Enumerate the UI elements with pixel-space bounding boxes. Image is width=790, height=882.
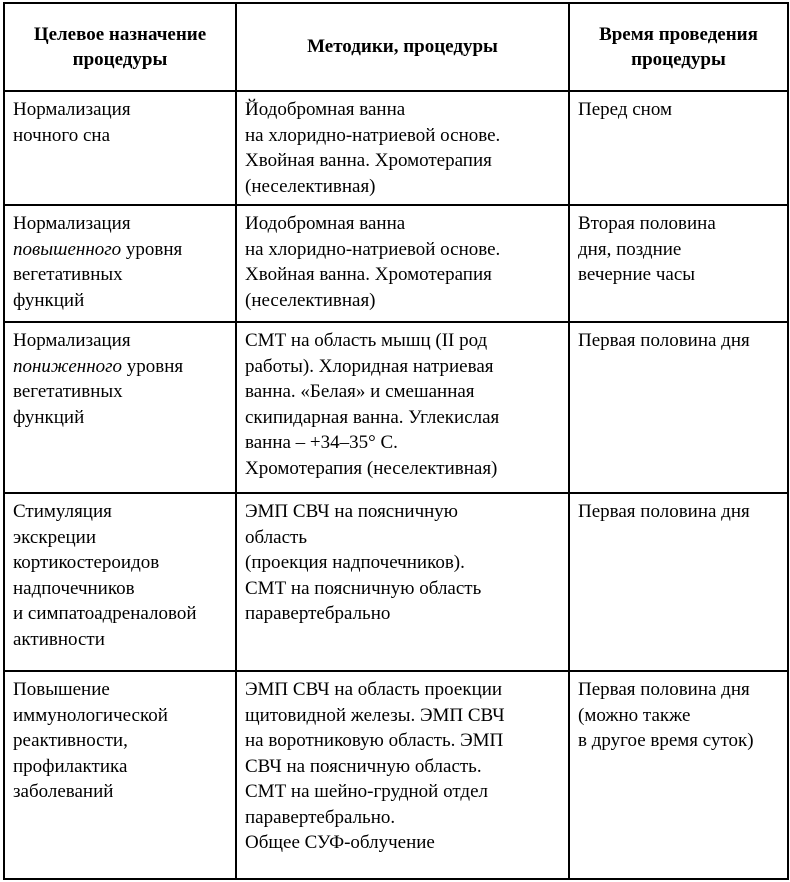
cell-text: кортикостероидов (13, 552, 160, 573)
cell-line (13, 601, 227, 627)
cell-methods (236, 91, 569, 205)
cell-text: Стимуляция (13, 501, 112, 522)
cell-purpose (4, 91, 236, 205)
cell-line (13, 703, 227, 729)
cell-line (13, 328, 227, 354)
cell-line: СМТ на шейно-грудной отдел (245, 781, 488, 802)
cell-time (569, 205, 788, 322)
cell-purpose (4, 205, 236, 322)
cell-line: Перед сном (578, 99, 673, 120)
cell-line: в другое время суток) (578, 730, 754, 751)
cell-text: уровня (121, 238, 183, 260)
cell-purpose (4, 322, 236, 493)
cell-line: Первая половина дня (578, 679, 750, 700)
header-purpose: Целевое назначение процедуры (4, 3, 236, 91)
cell-text: надпочечников (13, 577, 135, 599)
cell-methods (236, 205, 569, 322)
cell-text: реактивности, (13, 730, 128, 751)
table-row (4, 205, 788, 322)
cell-text: заболеваний (13, 781, 114, 802)
header-methods: Методики, процедуры (236, 3, 569, 91)
cell-line: паравертебрально. (245, 806, 396, 828)
procedures-table (3, 2, 789, 880)
cell-line (13, 237, 227, 263)
cell-text: Нормализация (13, 99, 131, 120)
cell-methods (236, 322, 569, 493)
cell-line: ЭМП СВЧ на область проекции (245, 679, 503, 700)
cell-line: дня, поздние (578, 238, 682, 260)
cell-text: Нормализация (13, 213, 131, 234)
cell-text: Нормализация (13, 330, 131, 351)
cell-line: Иодобромная ванна (245, 213, 406, 234)
emphasis-text: пониженного (13, 355, 123, 377)
cell-line: Йодобромная ванна (245, 99, 406, 120)
table-row (4, 671, 788, 879)
cell-purpose (4, 493, 236, 671)
cell-line: ванна. «Белая» и смешанная (245, 381, 475, 402)
cell-methods (236, 493, 569, 671)
cell-time (569, 322, 788, 493)
cell-text: функций (13, 406, 85, 428)
cell-time (569, 671, 788, 879)
cell-line (13, 754, 227, 780)
cell-line: вечерние часы (578, 264, 696, 285)
table-body (4, 91, 788, 879)
emphasis-text: повышенного (13, 238, 122, 260)
cell-line: работы). Хлоридная натриевая (245, 355, 494, 377)
cell-line: область (245, 526, 308, 548)
cell-line: паравертебрально (245, 603, 391, 624)
cell-line: СМТ на поясничную область (245, 577, 482, 599)
cell-line (13, 211, 227, 237)
cell-line: (неселективная) (245, 175, 376, 197)
cell-line (13, 576, 227, 602)
table-row (4, 493, 788, 671)
table-row (4, 322, 788, 493)
cell-line: Первая половина дня (578, 501, 750, 522)
cell-line (13, 123, 227, 149)
header-row (4, 3, 788, 91)
cell-line: Вторая половина (578, 213, 716, 234)
cell-line (13, 354, 227, 380)
cell-text: и симпатоадреналовой (13, 603, 197, 624)
cell-text: функций (13, 289, 85, 311)
cell-line: щитовидной железы. ЭМП СВЧ (245, 704, 505, 726)
cell-line (13, 677, 227, 703)
cell-text: Повышение (13, 679, 110, 700)
cell-purpose (4, 671, 236, 879)
cell-line (13, 499, 227, 525)
cell-text: уровня (122, 355, 184, 377)
cell-line (13, 97, 227, 123)
cell-line (13, 550, 227, 576)
cell-text: иммунологической (13, 704, 168, 726)
cell-line: на хлоридно-натриевой основе. (245, 238, 501, 260)
cell-time (569, 493, 788, 671)
cell-line: Первая половина дня (578, 330, 750, 351)
cell-line (13, 379, 227, 405)
cell-line (13, 525, 227, 551)
cell-line: Хромотерапия (неселективная) (245, 457, 498, 479)
cell-line: (проекция надпочечников). (245, 552, 465, 573)
cell-text: ночного сна (13, 124, 111, 146)
cell-text: вегетативных (13, 264, 123, 285)
cell-line (13, 627, 227, 653)
cell-line: Общее СУФ-облучение (245, 832, 435, 853)
cell-line (13, 779, 227, 805)
header-time: Время проведения процедуры (569, 3, 788, 91)
cell-line: Хвойная ванна. Хромотерапия (245, 264, 492, 285)
cell-line: ЭМП СВЧ на поясничную (245, 501, 458, 522)
cell-line (13, 405, 227, 431)
cell-line: (можно также (578, 704, 691, 726)
cell-line: (неселективная) (245, 289, 376, 311)
cell-text: вегетативных (13, 381, 123, 402)
cell-line (13, 262, 227, 288)
cell-text: экскреции (13, 526, 97, 548)
cell-text: активности (13, 628, 105, 650)
cell-line: Хвойная ванна. Хромотерапия (245, 150, 492, 171)
cell-line (13, 728, 227, 754)
table-row (4, 91, 788, 205)
cell-line (13, 288, 227, 314)
cell-line: на хлоридно-натриевой основе. (245, 124, 501, 146)
cell-line: скипидарная ванна. Углекислая (245, 406, 500, 428)
cell-text: профилактика (13, 755, 128, 777)
cell-methods (236, 671, 569, 879)
cell-line: СМТ на область мышц (II род (245, 330, 488, 351)
cell-time (569, 91, 788, 205)
cell-line: СВЧ на поясничную область. (245, 755, 482, 777)
cell-line: ванна – +34–35° С. (245, 432, 398, 453)
cell-line: на воротниковую область. ЭМП (245, 730, 504, 751)
